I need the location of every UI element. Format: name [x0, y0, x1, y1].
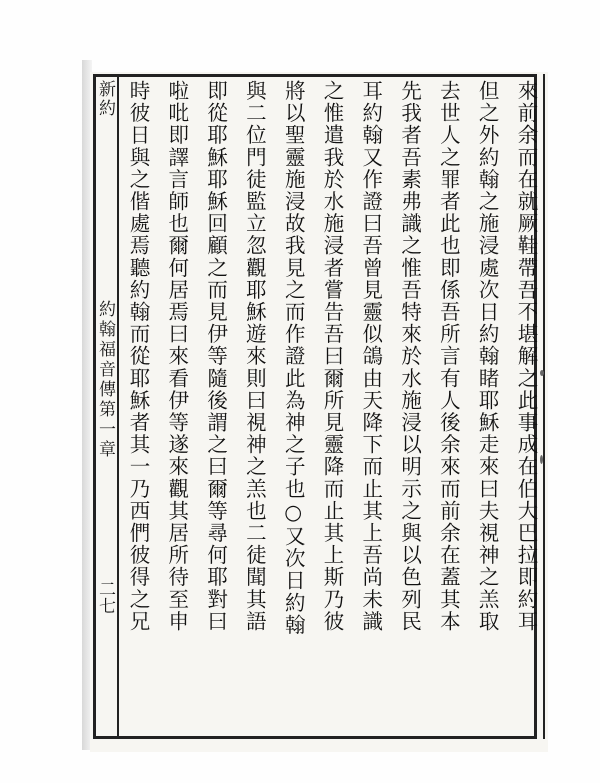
text-column-7: 將以聖靈施浸故我見之而作證此為神之子也○又次日約翰: [281, 80, 306, 636]
text-column-8: 與二位門徒監立忽觀耶穌遊來則曰視神之羔也二徒聞其語: [242, 80, 267, 633]
ink-speck: [540, 455, 543, 464]
frame-right-rule: [543, 74, 545, 739]
margin-header: 新約: [95, 80, 115, 118]
ink-speck: [540, 370, 544, 376]
spine-page-number: 二七: [95, 580, 115, 614]
text-column-4: 先我者吾素弗識之惟吾特來於水施浸以明示之與以色列民: [397, 80, 422, 633]
text-column-2: 但之外約翰之施浸處次日約翰睹耶穌走來曰夫視神之羔取: [475, 80, 500, 633]
text-column-10: 啦吡即譯言師也爾何居焉曰來看伊等遂來觀其居所待至申: [164, 80, 189, 633]
text-column-5: 耳約翰又作證曰吾曾見靈似鴿由天降下而止其上吾尚未識: [358, 80, 383, 633]
text-column-9: 即從耶穌耶穌回顧之而見伊等隨後謂之曰爾等尋何耶對曰: [203, 80, 228, 633]
text-column-1: 來前余而在就厥鞋帶吾不堪解之此事成在伯大巴拉即約耳: [513, 80, 538, 633]
text-column-3: 去世人之罪者此也即係吾所言有人後余來而前余在蓋其本: [436, 80, 461, 633]
body-text: [124, 80, 540, 735]
spine-title: 約翰福音傳第一章: [95, 300, 115, 460]
text-column-6: 之惟遣我於水施浸者嘗告吾曰爾所見靈降而止其上斯乃彼: [319, 80, 344, 633]
text-column-11: 時彼日與之偕處焉聽約翰而從耶穌者其一乃西們彼得之兄: [126, 80, 150, 633]
